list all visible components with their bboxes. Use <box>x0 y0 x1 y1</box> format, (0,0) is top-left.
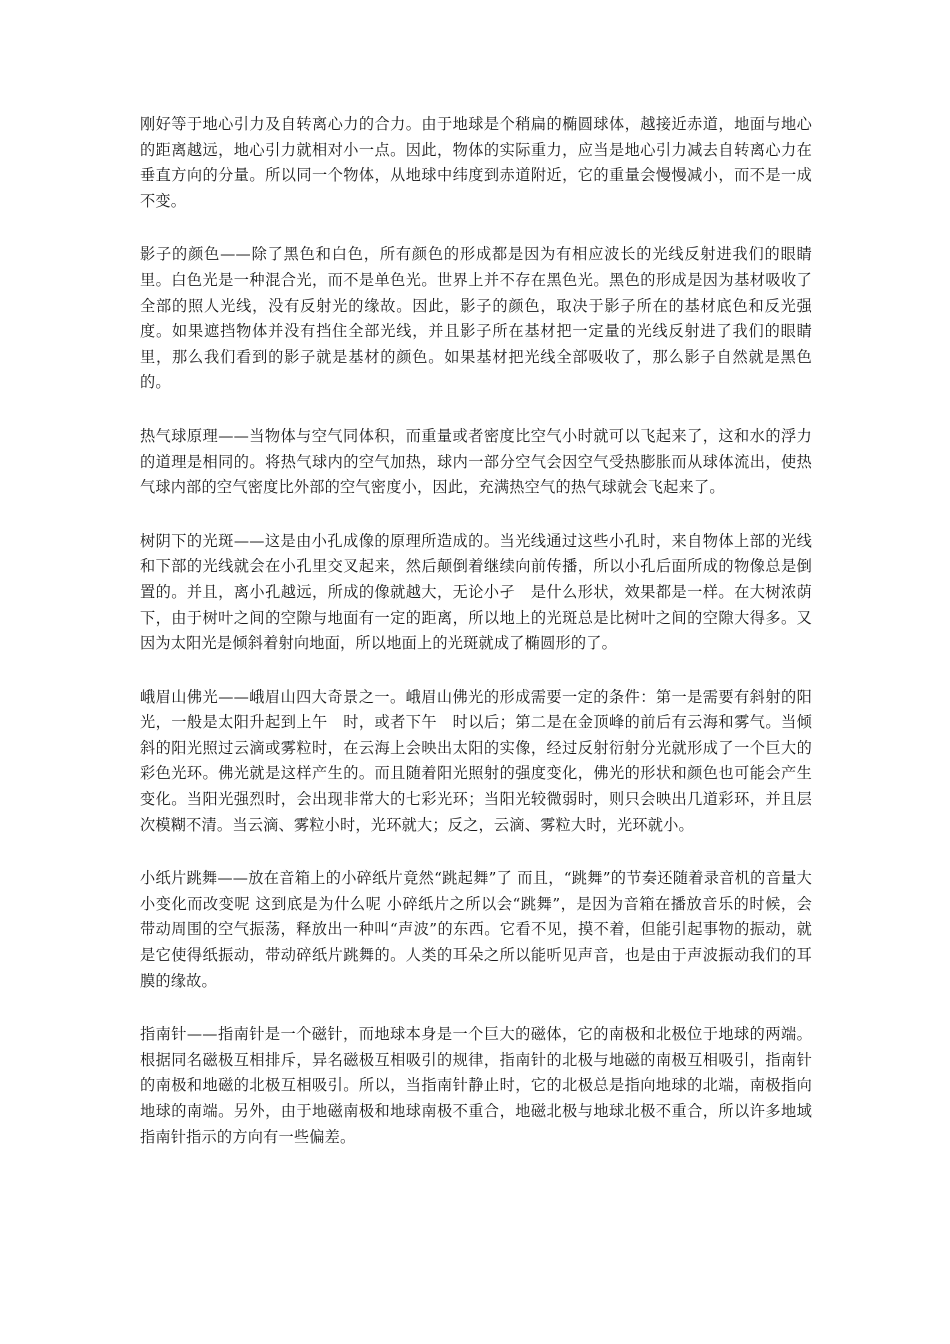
document-body <box>140 112 812 1178</box>
paragraph-dancing-paper: 小纸片跳舞——放在音箱上的小碎纸片竟然“跳起舞”了 而且，“跳舞”的节奏还随着录音机的音量大小变化而改变呢 这到底是为什么呢 小碎纸片之所以会“跳舞”，是因为音箱在播放音乐的时候，会带动周围的空气振荡，释放出一种叫“声波”的东西。它看不见，摸不着，但能引起事物的振动，就是它使得纸振动，带动碎纸片跳舞的。人类的耳朵之所以能听见声音，也是由于声波振动我们的耳膜的缘故。 <box>140 869 812 990</box>
paragraph-emei-buddha-light: 峨眉山佛光——峨眉山四大奇景之一。峨眉山佛光的形成需要一定的条件：第一是需要有斜射的阳光，一般是太阳升起到上午 时，或者下午 时以后；第二是在金顶峰的前后有云海和雾气。当倾斜的阳光照过云滴或雾粒时，在云海上会映出太阳的实像，经过反射衍射分光就形成了一个巨大的彩色光环。佛光就是这样产生的。而且随着阳光照射的强度变化，佛光的形状和颜色也可能会产生变化。当阳光强烈时，会出现非常大的七彩光环；当阳光较微弱时，则只会映出几道彩环，并且层次模糊不清。当云滴、雾粒小时，光环就大；反之，云滴、雾粒大时，光环就小。 <box>140 687 812 834</box>
paragraph-compass: 指南针——指南针是一个磁针，而地球本身是一个巨大的磁体，它的南极和北极位于地球的两端。根据同名磁极互相排斥，异名磁极互相吸引的规律，指南针的北极与地磁的南极互相吸引，指南针的南极和地磁的北极互相吸引。所以，当指南针静止时，它的北极总是指向地球的北端，南极指向地球的南端。另外，由于地磁南极和地球南极不重合，地磁北极与地球北极不重合，所以许多地域指南针指示的方向有一些偏差。 <box>140 1025 812 1146</box>
paragraph-hot-air-balloon: 热气球原理——当物体与空气同体积，而重量或者密度比空气小时就可以飞起来了，这和水的浮力的道理是相同的。将热气球内的空气加热，球内一部分空气会因空气受热膨胀而从球体流出，使热气球内部的空气密度比外部的空气密度小，因此，充满热空气的热气球就会飞起来了。 <box>140 426 812 497</box>
paragraph-shadow-color: 影子的颜色——除了黑色和白色，所有颜色的形成都是因为有相应波长的光线反射进我们的眼睛里。白色光是一种混合光，而不是单色光。世界上并不存在黑色光。黑色的形成是因为基材吸收了全部的照人光线，没有反射光的缘故。因此，影子的颜色，取决于影子所在的基材底色和反光强度。如果遮挡物体并没有挡住全部光线，并且影子所在基材把一定量的光线反射进了我们的眼睛里，那么我们看到的影子就是基材的颜色。如果基材把光线全部吸收了，那么影子自然就是黑色的。 <box>140 245 812 392</box>
paragraph-tree-light-spots: 树阴下的光斑——这是由小孔成像的原理所造成的。当光线通过这些小孔时，来自物体上部的光线和下部的光线就会在小孔里交叉起来，然后颠倒着继续向前传播，所以小孔后面所成的物像总是倒置的。并且，离小孔越远，所成的像就越大，无论小孑 是什么形状，效果都是一样。在大树浓荫下，由于树叶之间的空隙与地面有一定的距离，所以地上的光斑总是比树叶之间的空隙大得多。又因为太阳光是倾斜着射向地面，所以地面上的光斑就成了椭圆形的了。 <box>140 531 812 653</box>
paragraph-gravity: 刚好等于地心引力及自转离心力的合力。由于地球是个稍扁的椭圆球体，越接近赤道，地面与地心的距离越远，地心引力就相对小一点。因此，物体的实际重力，应当是地心引力减去自转离心力在垂直方向的分量。所以同一个物体，从地球中纬度到赤道附近，它的重量会慢慢减小，而不是一成不变。 <box>140 115 812 210</box>
